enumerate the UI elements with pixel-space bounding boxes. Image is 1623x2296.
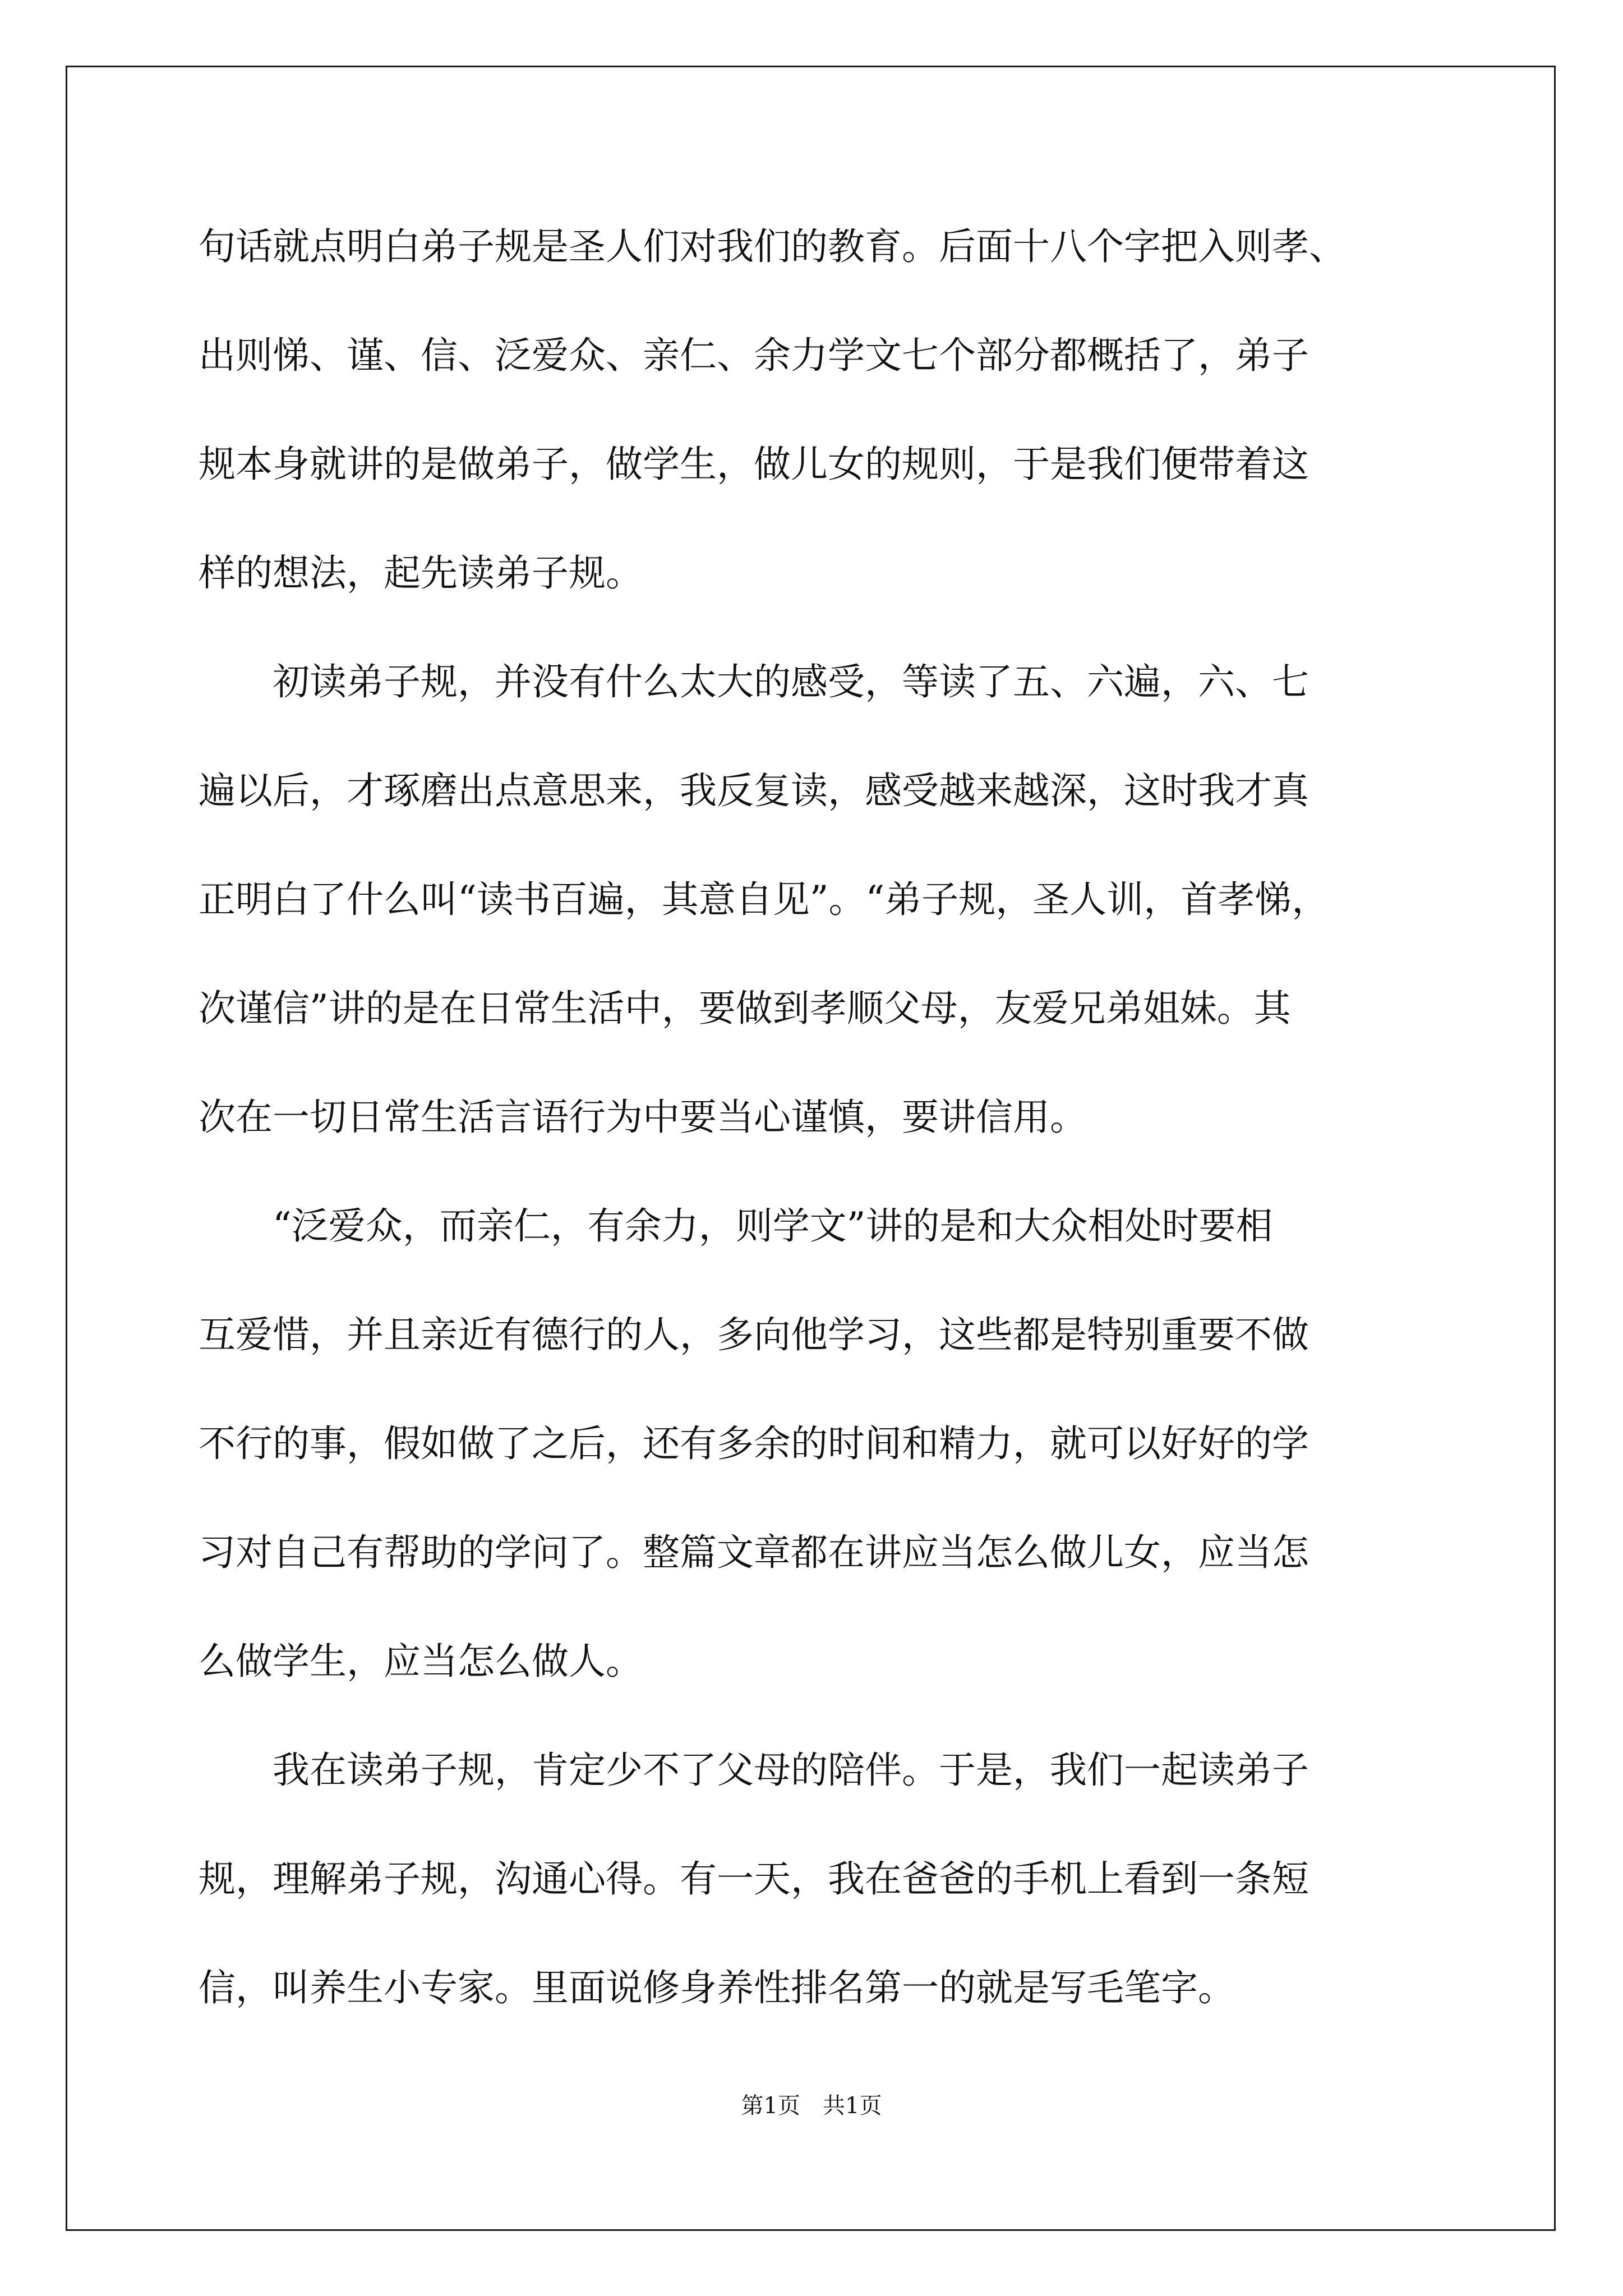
text-line-6: 遍以后，才琢磨出点意思来，我反复读，感受越来越深，这时我才真 <box>199 769 1309 812</box>
text-line-3: 规本身就讲的是做弟子，做学生，做儿女的规则，于是我们便带着这 <box>199 443 1309 486</box>
text-line-8: 次谨信”讲的是在日常生活中，要做到孝顺父母，友爱兄弟姐妹。其 <box>199 987 1291 1030</box>
text-line-4: 样的想法，起先读弟子规。 <box>199 551 643 595</box>
text-line-11: 互爱惜，并且亲近有德行的人，多向他学习，这些都是特别重要不做 <box>199 1313 1309 1356</box>
text-line-5: 初读弟子规，并没有什么太大的感受，等读了五、六遍，六、七 <box>199 660 1309 703</box>
text-line-2: 出则悌、谨、信、泛爱众、亲仁、余力学文七个部分都概括了，弟子 <box>199 334 1309 377</box>
text-line-14: 么做学生，应当怎么做人。 <box>199 1640 643 1683</box>
text-line-16: 规，理解弟子规，沟通心得。有一天，我在爸爸的手机上看到一条短 <box>199 1857 1309 1901</box>
text-line-7: 正明白了什么叫“读书百遍，其意自见”。“弟子规，圣人训，首孝悌， <box>199 878 1329 921</box>
text-line-9: 次在一切日常生活言语行为中要当心谨慎，要讲信用。 <box>199 1096 1087 1139</box>
text-line-12: 不行的事，假如做了之后，还有多余的时间和精力，就可以好好的学 <box>199 1422 1309 1465</box>
page-number-footer: 第1页 共1页 <box>741 2093 882 2119</box>
text-line-10: “泛爱众，而亲仁，有余力，则学文”讲的是和大众相处时要相 <box>199 1204 1273 1248</box>
text-line-13: 习对自己有帮助的学问了。整篇文章都在讲应当怎么做儿女，应当怎 <box>199 1531 1309 1574</box>
text-line-1: 句话就点明白弟子规是圣人们对我们的教育。后面十八个字把入则孝、 <box>199 225 1346 268</box>
page-border <box>66 66 1556 2231</box>
text-line-17: 信，叫养生小专家。里面说修身养性排名第一的就是写毛笔字。 <box>199 1966 1235 2009</box>
text-line-15: 我在读弟子规，肯定少不了父母的陪伴。于是，我们一起读弟子 <box>199 1749 1309 1792</box>
